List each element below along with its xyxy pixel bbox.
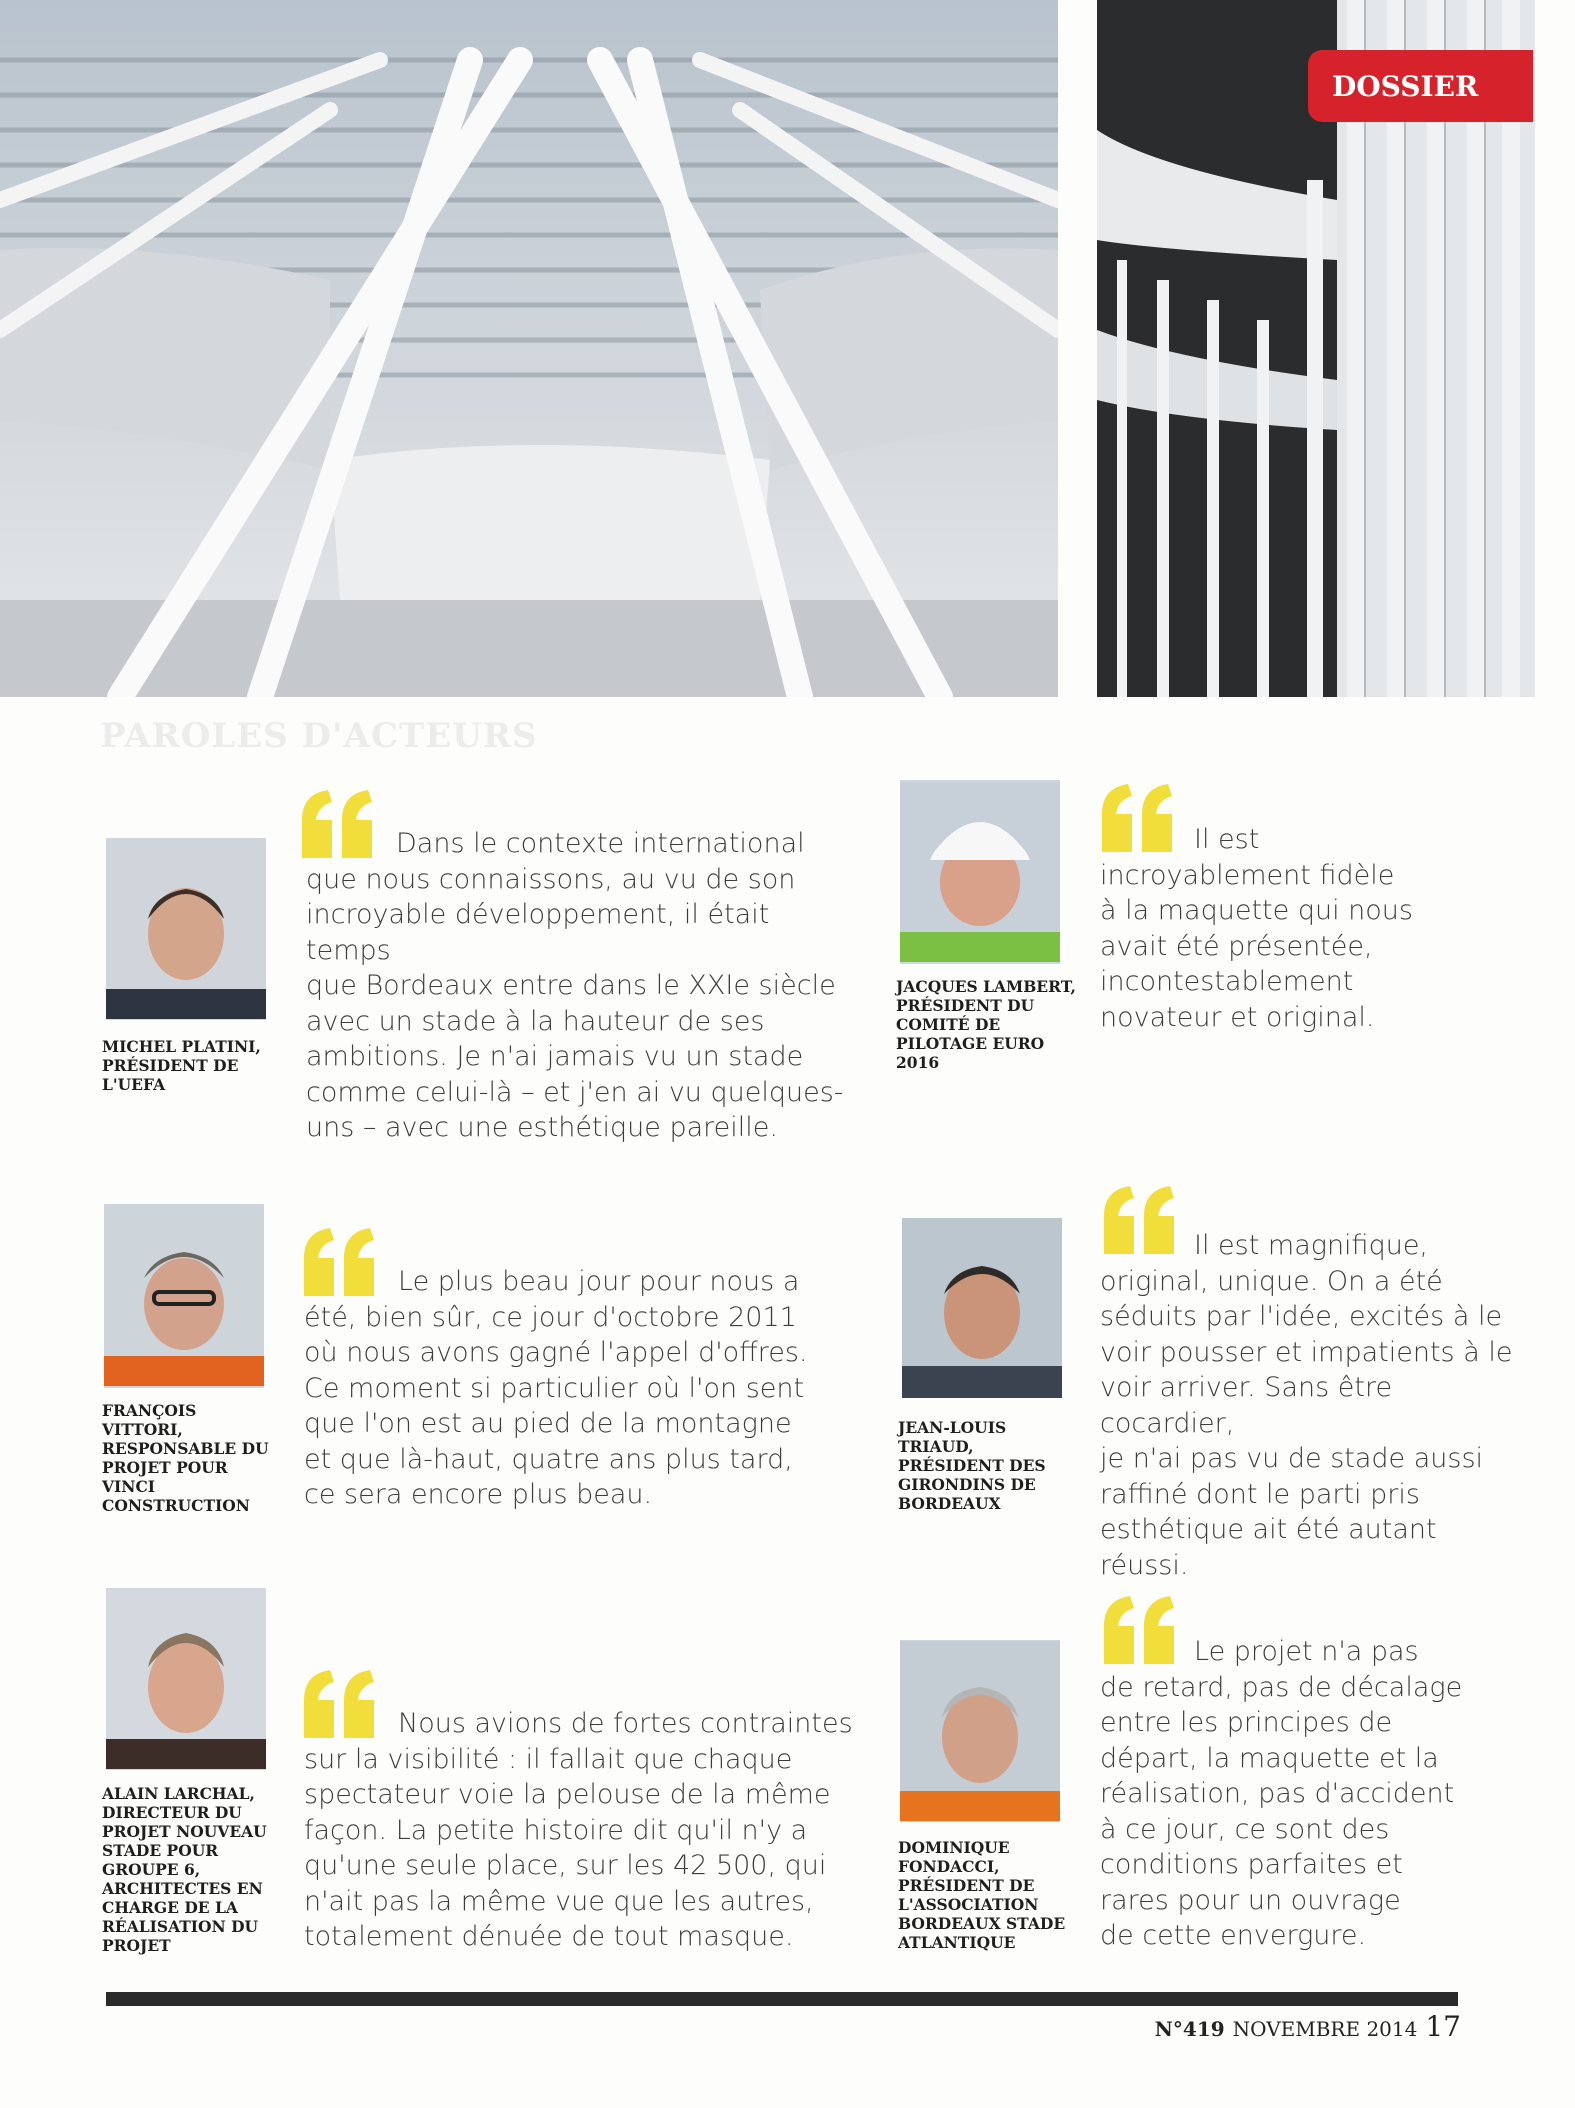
- issue-date: NOVEMBRE 2014: [1232, 2017, 1418, 2041]
- speaker-caption-vittori: FRANÇOIS VITTORI, RESPONSABLE DU PROJET POUR VINCI CONSTRUCTION: [102, 1401, 269, 1515]
- quote-text-fondacci: Le projet n'a pas de retard, pas de décalage entre les principes de départ, la maquette et la réalisation, pas d'accident à ce jour, ce sont des conditions parfaites et rares pour un ouvrage de cette envergure.: [1100, 1636, 1463, 1951]
- portrait-fondacci: [900, 1640, 1060, 1822]
- footer-rule: [106, 1992, 1458, 2006]
- quote-text-triaud: Il est magnifique, original, unique. On a été séduits par l'idée, excités à le voir pousser et impatients à le voir arriver. Sans être cocardier, je n'ai pas vu de stade aussi raffiné dont le parti pris esthétique ait été autant réussi.: [1100, 1230, 1513, 1581]
- issue-number: N°419: [1154, 2017, 1225, 2041]
- page-number: 17: [1425, 2010, 1461, 2043]
- portrait-triaud: [902, 1218, 1062, 1398]
- quote-text-larchal: Nous avions de fortes contraintes sur la visibilité : il fallait que chaque spectateur voie la pelouse de la même façon. La petite histoire dit qu'il n'y a qu'une seule place, sur les 42 500, qui n'ait pas la même vue que les autres, totalement dénuée de tout masque.: [304, 1708, 853, 1952]
- speaker-caption-lambert: JACQUES LAMBERT, PRÉSIDENT DU COMITÉ DE PILOTAGE EURO 2016: [896, 977, 1076, 1072]
- portrait-larchal: [106, 1588, 266, 1770]
- portrait-vittori: [104, 1204, 264, 1388]
- portrait-lambert: [900, 780, 1060, 964]
- quote-text-lambert: Il est incroyablement fidèle à la maquette qui nous avait été présentée, incontestablement novateur et original.: [1100, 824, 1413, 1033]
- speaker-caption-platini: MICHEL PLATINI, PRÉSIDENT DE L'UEFA: [102, 1037, 261, 1094]
- section-tag: DOSSIER: [1308, 50, 1533, 122]
- speaker-caption-larchal: ALAIN LARCHAL, DIRECTEUR DU PROJET NOUVEAU STADE POUR GROUPE 6, ARCHITECTES EN CHARGE DE LA RÉALISATION DU PROJET: [102, 1784, 267, 1955]
- page-folio: [1155, 2010, 1461, 2043]
- quote-text-vittori: Le plus beau jour pour nous a été, bien sûr, ce jour d'octobre 2011 où nous avons gagné l'appel d'offres. Ce moment si particulier où l'on sent que l'on est au pied de la montagne et que là-haut, quatre ans plus tard, ce sera encore plus beau.: [304, 1266, 808, 1510]
- speaker-caption-fondacci: DOMINIQUE FONDACCI, PRÉSIDENT DE L'ASSOCIATION BORDEAUX STADE ATLANTIQUE: [898, 1838, 1066, 1952]
- section-title: PAROLES D'ACTEURS: [100, 716, 538, 756]
- portrait-platini: [106, 838, 266, 1020]
- speaker-caption-triaud: JEAN-LOUIS TRIAUD, PRÉSIDENT DES GIRONDINS DE BORDEAUX: [898, 1418, 1046, 1513]
- quote-text-platini: Dans le contexte international que nous connaissons, au vu de son incroyable développement, il était temps que Bordeaux entre dans le XXIe siècle avec un stade à la hauteur de ses ambitions. Je n'ai jamais vu un stade comme celui-là – et j'en ai vu quelques- uns – avec une esthétique pareille.: [306, 828, 844, 1143]
- stadium-photo-main: [0, 0, 1058, 697]
